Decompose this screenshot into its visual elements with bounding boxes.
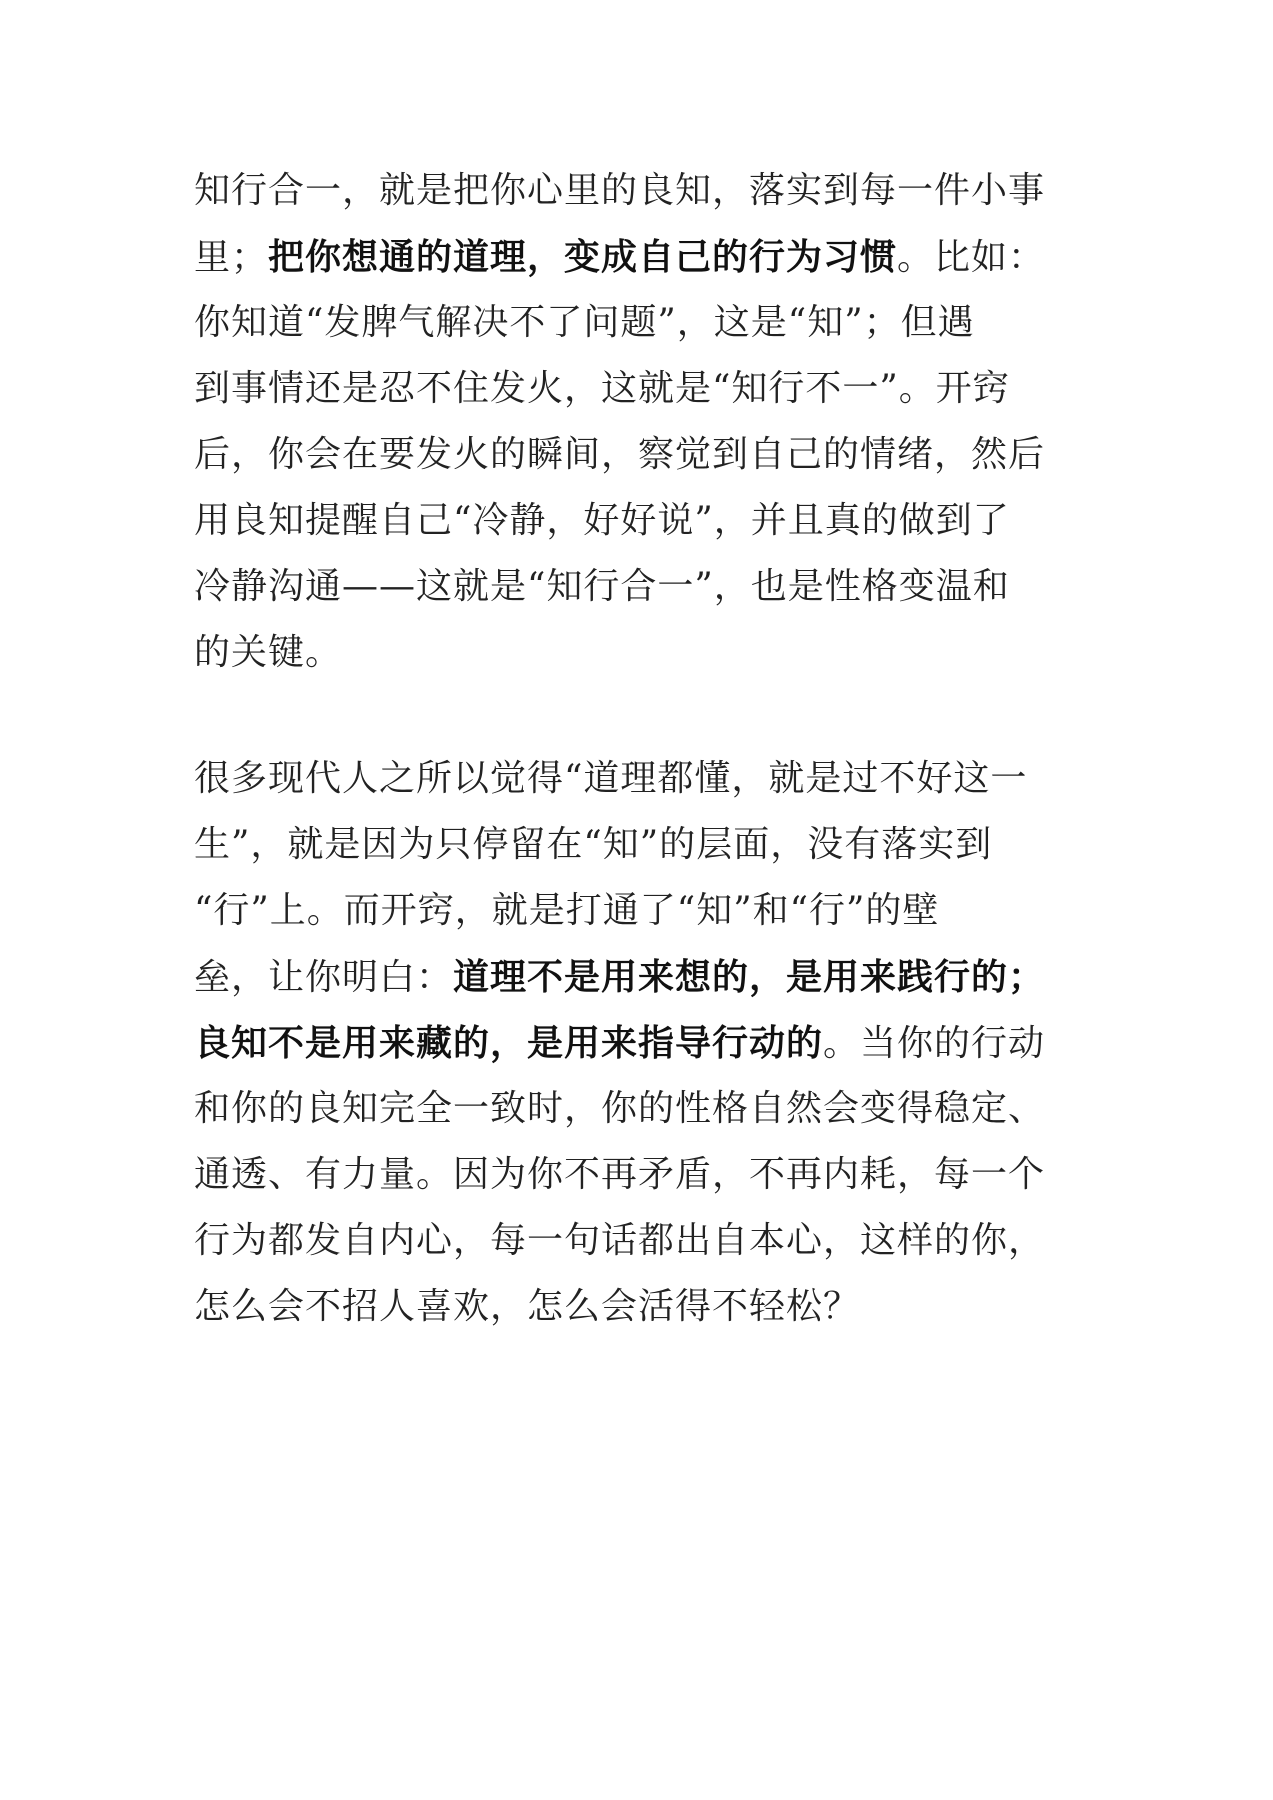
text-run: 用良知提醒自己“冷静，好好说”，并且真的做到了: [194, 500, 1010, 541]
text-line: [194, 158, 1094, 224]
text-line: [194, 356, 1094, 422]
text-line: [194, 1142, 1094, 1208]
bold-text-run: 道理不是用来想的，是用来践行的；: [453, 956, 1046, 998]
text-run: 里；: [194, 237, 269, 278]
text-run: 怎么会不招人喜欢，怎么会活得不轻松？: [194, 1286, 861, 1327]
bold-text-run: 把你想通的道理，变成自己的行为习惯: [268, 236, 898, 278]
text-line: [194, 554, 1094, 620]
text-line: [194, 224, 1094, 290]
text-line: [194, 746, 1094, 812]
paragraph-1: [194, 158, 1094, 686]
text-run: 你知道“发脾气解决不了问题”，这是“知”；但遇: [194, 302, 975, 343]
text-run: 很多现代人之所以觉得“道理都懂，就是过不好这一: [194, 758, 1028, 799]
text-line: [194, 878, 1094, 944]
text-run: 和你的良知完全一致时，你的性格自然会变得稳定、: [194, 1088, 1046, 1129]
text-run: 到事情还是忍不住发火，这就是“知行不一”。开窍: [194, 368, 1010, 409]
text-run: 的关键。: [194, 632, 343, 673]
text-line: [194, 812, 1094, 878]
text-run: 生”，就是因为只停留在“知”的层面，没有落实到: [194, 824, 993, 865]
text-run: 。比如：: [897, 237, 1046, 278]
text-line: [194, 1208, 1094, 1274]
bold-text-run: 良知不是用来藏的，是用来指导行动的: [194, 1022, 824, 1064]
text-run: 。当你的行动: [823, 1023, 1046, 1064]
text-line: [194, 422, 1094, 488]
text-run: 后，你会在要发火的瞬间，察觉到自己的情绪，然后: [194, 434, 1046, 475]
text-run: 垒，让你明白：: [194, 957, 454, 998]
paragraph-2: [194, 746, 1094, 1340]
text-line: [194, 1010, 1094, 1076]
paragraph-gap: [194, 686, 1094, 746]
text-line: [194, 1274, 1094, 1340]
text-line: [194, 944, 1094, 1010]
text-run: 行为都发自内心，每一句话都出自本心，这样的你，: [194, 1220, 1046, 1261]
text-run: 冷静沟通——这就是“知行合一”，也是性格变温和: [194, 566, 1010, 607]
text-run: 知行合一，就是把你心里的良知，落实到每一件小事: [194, 170, 1046, 211]
text-run: “行”上。而开窍，就是打通了“知”和“行”的壁: [194, 890, 940, 931]
text-line: [194, 1076, 1094, 1142]
document-body: [194, 158, 1094, 1340]
text-run: 通透、有力量。因为你不再矛盾，不再内耗，每一个: [194, 1154, 1046, 1195]
text-line: [194, 488, 1094, 554]
text-line: [194, 620, 1094, 686]
text-line: [194, 290, 1094, 356]
